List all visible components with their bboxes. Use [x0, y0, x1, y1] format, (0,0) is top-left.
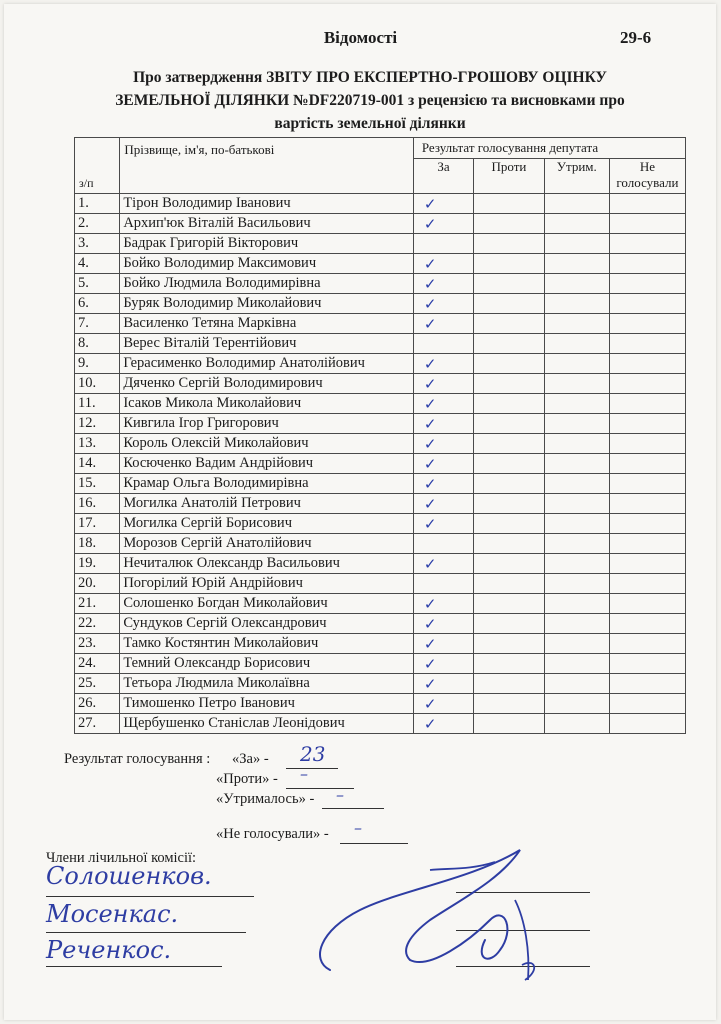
header-for: За	[413, 159, 473, 194]
row-number: 12.	[75, 414, 120, 434]
table-row	[75, 394, 686, 414]
deputy-name: Погорілий Юрій Андрійович	[120, 574, 414, 594]
vote-for-cell: ✓	[413, 514, 473, 534]
vote-for-cell: ✓	[413, 374, 473, 394]
vote-for-cell: ✓	[413, 414, 473, 434]
vote-novote-cell	[609, 714, 685, 734]
vote-novote-cell	[609, 294, 685, 314]
subject-line-3: вартість земельної ділянки	[274, 115, 466, 132]
vote-novote-cell	[609, 434, 685, 454]
summary-for-value: 23	[300, 742, 326, 766]
vote-novote-cell	[609, 194, 685, 214]
vote-against-cell	[474, 214, 544, 234]
summary-abstain-label: «Утрималось» -	[216, 791, 315, 807]
header-name: Прізвище, ім'я, по-батькові	[120, 138, 414, 194]
vote-abstain-cell	[544, 534, 609, 554]
row-number: 20.	[75, 574, 120, 594]
vote-novote-cell	[609, 334, 685, 354]
voting-table	[74, 137, 686, 734]
subject-line-1: Про затвердження ЗВІТУ ПРО ЕКСПЕРТНО-ГРОШОВУ ОЦІНКУ	[133, 69, 607, 86]
vote-against-cell	[474, 594, 544, 614]
deputy-name: Бадрак Григорій Вікторович	[120, 234, 414, 254]
row-number: 18.	[75, 534, 120, 554]
table-row	[75, 234, 686, 254]
vote-novote-cell	[609, 694, 685, 714]
subject-line-2: ЗЕМЕЛЬНОЇ ДІЛЯНКИ №DF220719-001 з рецензією та висновками про	[115, 92, 625, 109]
member-2-line	[46, 932, 246, 933]
vote-abstain-cell	[544, 554, 609, 574]
row-number: 9.	[75, 354, 120, 374]
vote-novote-cell	[609, 314, 685, 334]
row-number: 23.	[75, 634, 120, 654]
row-number: 2.	[75, 214, 120, 234]
deputy-name: Кивгила Ігор Григорович	[120, 414, 414, 434]
vote-novote-cell	[609, 674, 685, 694]
vote-novote-cell	[609, 254, 685, 274]
vote-against-cell	[474, 334, 544, 354]
table-row	[75, 494, 686, 514]
vote-novote-cell	[609, 654, 685, 674]
vote-novote-cell	[609, 634, 685, 654]
vote-abstain-cell	[544, 194, 609, 214]
vote-against-cell	[474, 194, 544, 214]
vote-for-cell: ✓	[413, 314, 473, 334]
deputy-name: Сундуков Сергій Олександрович	[120, 614, 414, 634]
deputy-name: Могилка Анатолій Петрович	[120, 494, 414, 514]
vote-abstain-cell	[544, 434, 609, 454]
deputy-name: Тірон Володимир Іванович	[120, 194, 414, 214]
deputy-name: Могилка Сергій Борисович	[120, 514, 414, 534]
vote-against-cell	[474, 574, 544, 594]
row-number: 6.	[75, 294, 120, 314]
deputy-name: Щербушенко Станіслав Леонідович	[120, 714, 414, 734]
row-number: 27.	[75, 714, 120, 734]
commission-member-1-signature: Солошенков.	[46, 862, 212, 890]
vote-abstain-cell	[544, 354, 609, 374]
vote-novote-cell	[609, 394, 685, 414]
vote-novote-cell	[609, 614, 685, 634]
vote-for-cell: ✓	[413, 274, 473, 294]
vote-abstain-cell	[544, 494, 609, 514]
vote-abstain-cell	[544, 294, 609, 314]
vote-for-cell: ✓	[413, 494, 473, 514]
vote-novote-cell	[609, 234, 685, 254]
deputy-name: Тимошенко Петро Іванович	[120, 694, 414, 714]
deputy-name: Дяченко Сергій Володимирович	[120, 374, 414, 394]
vote-against-cell	[474, 394, 544, 414]
row-number: 24.	[75, 654, 120, 674]
deputy-name: Тетьора Людмила Миколаївна	[120, 674, 414, 694]
vote-for-cell	[413, 574, 473, 594]
vote-against-cell	[474, 634, 544, 654]
vote-for-cell: ✓	[413, 454, 473, 474]
header-novote: Не голосували	[609, 159, 685, 194]
commission-label: Члени лічильної комісії:	[46, 850, 197, 866]
table-row	[75, 314, 686, 334]
deputy-name: Темний Олександр Борисович	[120, 654, 414, 674]
for-underline	[286, 768, 338, 769]
row-number: 21.	[75, 594, 120, 614]
vote-for-cell: ✓	[413, 194, 473, 214]
vote-for-cell: ✓	[413, 554, 473, 574]
vote-abstain-cell	[544, 214, 609, 234]
deputy-name: Крамар Ольга Володимирівна	[120, 474, 414, 494]
vote-abstain-cell	[544, 694, 609, 714]
deputy-name: Бойко Володимир Максимович	[120, 254, 414, 274]
table-row	[75, 334, 686, 354]
row-number: 1.	[75, 194, 120, 214]
vote-against-cell	[474, 554, 544, 574]
header-number: з/п	[75, 138, 120, 194]
row-number: 26.	[75, 694, 120, 714]
vote-novote-cell	[609, 274, 685, 294]
table-row	[75, 614, 686, 634]
table-row	[75, 474, 686, 494]
header-result: Результат голосування депутата	[413, 138, 685, 159]
vote-novote-cell	[609, 474, 685, 494]
vote-for-cell: ✓	[413, 394, 473, 414]
vote-for-cell	[413, 334, 473, 354]
table-row	[75, 694, 686, 714]
vote-for-cell: ✓	[413, 714, 473, 734]
vote-novote-cell	[609, 414, 685, 434]
vote-for-cell: ✓	[413, 694, 473, 714]
table-row	[75, 714, 686, 734]
vote-against-cell	[474, 254, 544, 274]
deputy-name: Солошенко Богдан Миколайович	[120, 594, 414, 614]
vote-against-cell	[474, 514, 544, 534]
vote-against-cell	[474, 374, 544, 394]
deputy-name: Архип'юк Віталій Васильович	[120, 214, 414, 234]
vote-abstain-cell	[544, 474, 609, 494]
table-row	[75, 274, 686, 294]
vote-against-cell	[474, 654, 544, 674]
deputy-name: Бойко Людмила Володимирівна	[120, 274, 414, 294]
chairman-signature	[300, 840, 560, 990]
subject-heading	[90, 66, 650, 135]
vote-against-cell	[474, 314, 544, 334]
table-row	[75, 354, 686, 374]
vote-novote-cell	[609, 514, 685, 534]
vote-novote-cell	[609, 574, 685, 594]
row-number: 16.	[75, 494, 120, 514]
vote-against-cell	[474, 274, 544, 294]
vote-abstain-cell	[544, 594, 609, 614]
vote-for-cell: ✓	[413, 634, 473, 654]
vote-for-cell: ✓	[413, 594, 473, 614]
row-number: 17.	[75, 514, 120, 534]
member-1-line	[46, 896, 254, 897]
row-number: 3.	[75, 234, 120, 254]
vote-abstain-cell	[544, 234, 609, 254]
deputy-name: Верес Віталій Терентійович	[120, 334, 414, 354]
vote-against-cell	[474, 294, 544, 314]
vote-abstain-cell	[544, 414, 609, 434]
row-number: 10.	[75, 374, 120, 394]
deputy-name: Буряк Володимир Миколайович	[120, 294, 414, 314]
table-row	[75, 514, 686, 534]
vote-for-cell: ✓	[413, 354, 473, 374]
vote-abstain-cell	[544, 634, 609, 654]
vote-novote-cell	[609, 374, 685, 394]
vote-abstain-cell	[544, 374, 609, 394]
vote-against-cell	[474, 454, 544, 474]
vote-against-cell	[474, 534, 544, 554]
summary-for-label: «За» -	[232, 751, 269, 767]
table-row	[75, 534, 686, 554]
deputy-name: Герасименко Володимир Анатолійович	[120, 354, 414, 374]
table-row	[75, 454, 686, 474]
vote-against-cell	[474, 234, 544, 254]
summary-abstain-value: –	[336, 785, 344, 804]
vote-for-cell: ✓	[413, 254, 473, 274]
table-row	[75, 254, 686, 274]
member-3-line	[46, 966, 222, 967]
vote-abstain-cell	[544, 714, 609, 734]
deputy-name: Косюченко Вадим Андрійович	[120, 454, 414, 474]
row-number: 22.	[75, 614, 120, 634]
vote-abstain-cell	[544, 574, 609, 594]
vote-for-cell	[413, 534, 473, 554]
row-number: 4.	[75, 254, 120, 274]
vote-against-cell	[474, 474, 544, 494]
vote-novote-cell	[609, 354, 685, 374]
table-row	[75, 434, 686, 454]
vote-against-cell	[474, 354, 544, 374]
commission-member-2-signature: Мосенкас.	[46, 900, 179, 928]
row-number: 11.	[75, 394, 120, 414]
vote-for-cell: ✓	[413, 294, 473, 314]
document-number: 29-6	[620, 28, 652, 47]
summary-novote-label: «Не голосували» -	[216, 826, 329, 842]
row-number: 14.	[75, 454, 120, 474]
vote-abstain-cell	[544, 654, 609, 674]
vote-against-cell	[474, 714, 544, 734]
vote-novote-cell	[609, 494, 685, 514]
vote-abstain-cell	[544, 514, 609, 534]
table-row	[75, 374, 686, 394]
table-row	[75, 294, 686, 314]
header-abstain: Утрим.	[544, 159, 609, 194]
table-row	[75, 414, 686, 434]
table-row	[75, 554, 686, 574]
deputy-name: Ісаков Микола Миколайович	[120, 394, 414, 414]
vote-against-cell	[474, 434, 544, 454]
commission-member-3-signature: Реченкос.	[46, 936, 172, 964]
vote-against-cell	[474, 614, 544, 634]
vote-against-cell	[474, 674, 544, 694]
abstain-underline	[322, 808, 384, 809]
vote-for-cell: ✓	[413, 674, 473, 694]
deputy-name: Василенко Тетяна Марківна	[120, 314, 414, 334]
row-number: 8.	[75, 334, 120, 354]
table-row	[75, 654, 686, 674]
table-row	[75, 194, 686, 214]
vote-abstain-cell	[544, 274, 609, 294]
row-number: 5.	[75, 274, 120, 294]
vote-novote-cell	[609, 454, 685, 474]
vote-abstain-cell	[544, 394, 609, 414]
row-number: 7.	[75, 314, 120, 334]
vote-for-cell: ✓	[413, 434, 473, 454]
table-row	[75, 674, 686, 694]
deputy-name: Король Олексій Миколайович	[120, 434, 414, 454]
row-number: 13.	[75, 434, 120, 454]
vote-abstain-cell	[544, 314, 609, 334]
row-number: 25.	[75, 674, 120, 694]
summary-against-label: «Проти» -	[216, 771, 278, 787]
deputy-name: Тамко Костянтин Миколайович	[120, 634, 414, 654]
vote-against-cell	[474, 414, 544, 434]
summary-against-value: –	[300, 764, 308, 783]
header-against: Проти	[474, 159, 544, 194]
vote-for-cell: ✓	[413, 614, 473, 634]
vote-for-cell	[413, 234, 473, 254]
vote-against-cell	[474, 494, 544, 514]
table-row	[75, 574, 686, 594]
vote-novote-cell	[609, 214, 685, 234]
vote-abstain-cell	[544, 334, 609, 354]
vote-for-cell: ✓	[413, 474, 473, 494]
vote-against-cell	[474, 694, 544, 714]
table-row	[75, 214, 686, 234]
deputy-name: Морозов Сергій Анатолійович	[120, 534, 414, 554]
vote-abstain-cell	[544, 254, 609, 274]
deputy-name: Нечиталюк Олександр Васильович	[120, 554, 414, 574]
vote-novote-cell	[609, 594, 685, 614]
vote-novote-cell	[609, 534, 685, 554]
document-title: Відомості	[323, 28, 398, 47]
vote-abstain-cell	[544, 614, 609, 634]
vote-novote-cell	[609, 554, 685, 574]
row-number: 15.	[75, 474, 120, 494]
row-number: 19.	[75, 554, 120, 574]
table-row	[75, 634, 686, 654]
table-row	[75, 594, 686, 614]
summary-novote-value: –	[354, 818, 362, 837]
vote-for-cell: ✓	[413, 214, 473, 234]
vote-for-cell: ✓	[413, 654, 473, 674]
vote-abstain-cell	[544, 674, 609, 694]
summary-label: Результат голосування :	[64, 751, 211, 767]
vote-abstain-cell	[544, 454, 609, 474]
